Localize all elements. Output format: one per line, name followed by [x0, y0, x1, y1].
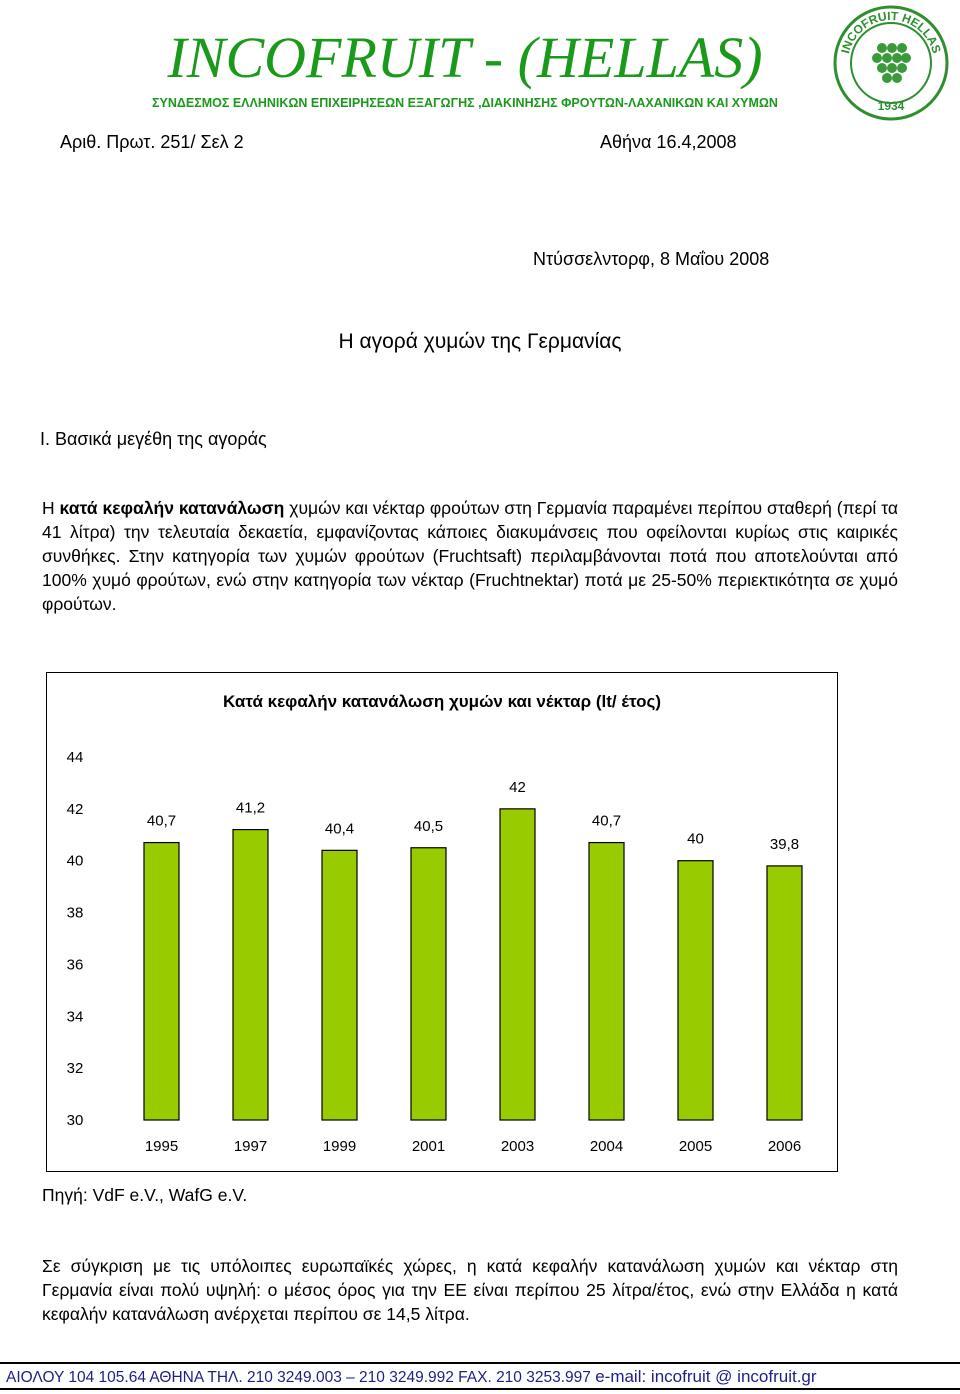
chart-bar: [144, 843, 179, 1120]
x-tick-label: 2005: [678, 1138, 713, 1155]
letter-date: Ντύσσελντορφ, 8 Μαΐου 2008: [533, 249, 770, 269]
bar-value-label: 40: [687, 830, 704, 848]
footer-bar: [0, 1362, 960, 1390]
chart-bar: [233, 830, 268, 1120]
brand-title: INCOFRUIT - (HELLAS): [167, 25, 763, 90]
bar-value-label: 40,5: [413, 817, 444, 835]
y-tick-label: 30: [66, 1112, 84, 1129]
y-tick-label: 44: [66, 749, 84, 766]
y-tick-label: 40: [66, 852, 84, 870]
x-tick-label: 2006: [767, 1138, 802, 1155]
y-tick-label: 36: [66, 956, 84, 974]
section-heading: I. Βασικά μεγέθη της αγοράς: [40, 429, 267, 449]
y-tick-label: 38: [66, 904, 84, 922]
x-tick-label: 2001: [411, 1138, 446, 1155]
chart-bar: [411, 848, 446, 1120]
comparison-paragraph: Σε σύγκριση με τις υπόλοιπες ευρωπαϊκές χώρες, η κατά κεφαλήν κατανάλωση χυμών και νέκταρ στη Γερμανία είναι πολύ υψηλή: ο μέσος όρος για την ΕΕ είναι περίπου 25 λίτρα/έτος, ενώ στην Ελλάδα η κατά κεφαλήν κατανάλωση ανέρχεται περίπου σε 14,5 λίτρα.: [42, 1256, 898, 1324]
bar-value-label: 40,7: [146, 812, 177, 830]
chart-bar: [767, 866, 802, 1120]
chart-source-note: Πηγή: VdF e.V., WafG e.V.: [42, 1185, 248, 1205]
chart-title: Κατά κεφαλήν κατανάλωση χυμών και νέκταρ (lt/ έτος): [223, 692, 661, 711]
bar-value-label: 39,8: [769, 835, 800, 853]
intro-rest: χυμών και νέκταρ φρούτων στη Γερμανία παραμένει περίπου σταθερή (περί τα 41 λίτρα) την τελευταία δεκαετία, εμφανίζοντας κάποιες διακυμάνσεις που οφείλονται κυρίως στις καιρικές συνθήκες. Στην κατηγορία των χυμών φρούτων (Fruchtsaft) περιλαμβάνονται ποτά που αποτελούνται από 100% χυμό φρούτων, ενώ στην κατηγορία των νέκταρ (Fruchtnektar) ποτά με 25-50% περιεκτικότητα σε χυμό φρούτων.: [42, 498, 898, 614]
chart-bar: [322, 850, 357, 1120]
chart-bar: [589, 843, 624, 1120]
consumption-chart: [46, 672, 838, 1172]
incofruit-logo: [832, 4, 950, 122]
y-tick-label: 32: [66, 1060, 84, 1078]
intro-lead: Η: [42, 498, 60, 518]
x-tick-label: 1997: [233, 1138, 268, 1155]
brand-subtitle: ΣΥΝΔΕΣΜΟΣ ΕΛΛΗΝΙΚΩΝ ΕΠΙΧΕΙΡΗΣΕΩΝ ΕΞΑΓΩΓΗΣ ,ΔΙΑΚΙΝΗΣΗΣ ΦΡΟΥΤΩΝ-ΛΑΧΑΝΙΚΩΝ ΚΑΙ ΧΥΜΩΝ: [152, 96, 778, 110]
logo-year: 1934: [877, 99, 905, 113]
y-tick-label: 34: [66, 1008, 84, 1026]
bar-value-label: 40,4: [324, 820, 355, 838]
header-place-date: Αθήνα 16.4,2008: [600, 132, 737, 152]
intro-bold-term: κατά κεφαλήν κατανάλωση: [59, 498, 285, 518]
bar-value-label: 42: [509, 778, 526, 796]
footer-address: ΑΙΟΛΟΥ 104 105.64 ΑΘΗΝΑ ΤΗΛ. 210 3249.003 – 210 3249.992 FAX. 210 3253.997: [6, 1369, 591, 1386]
chart-bar: [500, 809, 535, 1120]
document-title: Η αγορά χυμών της Γερμανίας: [338, 330, 622, 353]
x-tick-label: 2004: [589, 1138, 624, 1155]
footer-contact: [6, 1367, 817, 1388]
reference-number: Αριθ. Πρωτ. 251/ Σελ 2: [60, 132, 244, 152]
footer-email[interactable]: e-mail: incofruit @ incofruit.gr: [595, 1367, 817, 1386]
chart-bar: [678, 861, 713, 1120]
x-tick-label: 1999: [322, 1138, 357, 1155]
y-tick-label: 42: [66, 800, 84, 818]
chart-canvas: [47, 673, 837, 1171]
x-tick-label: 2003: [500, 1138, 535, 1155]
bar-value-label: 40,7: [591, 812, 622, 830]
logo-ring-text: INCOFRUIT HELLAS: [838, 8, 944, 55]
bar-value-label: 41,2: [235, 799, 266, 817]
x-tick-label: 1995: [144, 1138, 179, 1155]
intro-paragraph: [42, 496, 898, 616]
